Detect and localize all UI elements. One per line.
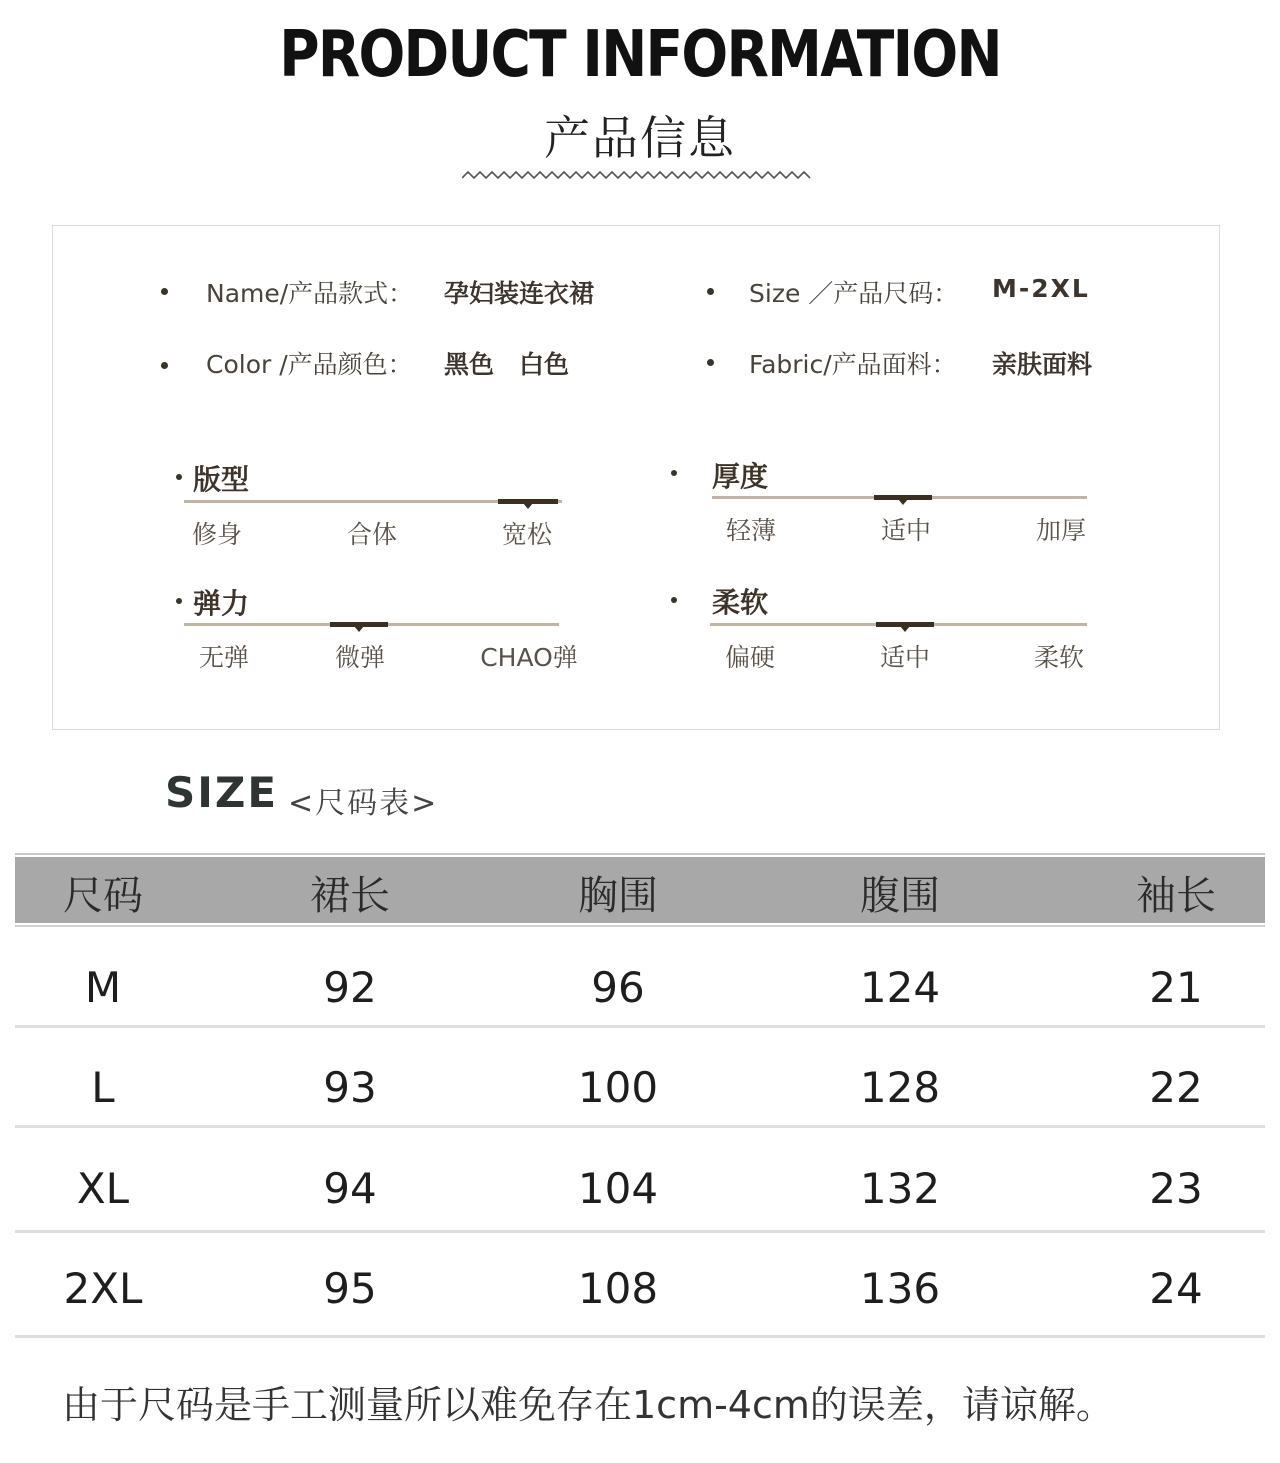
row-divider	[15, 1125, 1265, 1128]
table-cell: 2XL	[63, 1264, 143, 1313]
bullet-icon	[707, 288, 714, 295]
bullet-icon	[161, 288, 168, 295]
page-subtitle: 产品信息	[544, 111, 736, 165]
scale-fit-option: 宽松	[501, 520, 552, 549]
column-header: 裙长	[310, 873, 390, 919]
wave-divider	[462, 168, 812, 182]
scale-fit-option: 合体	[346, 520, 397, 549]
page-title: PRODUCT INFORMATION	[279, 18, 1001, 92]
scale-thickness-indicator	[874, 495, 932, 500]
bullet-icon	[176, 598, 182, 604]
scale-softness-option: 适中	[879, 643, 930, 672]
spec-size-label: Size ／产品尺码：	[749, 279, 959, 308]
scale-elasticity-option: CHAO弹	[480, 643, 578, 672]
table-cell: 104	[577, 1164, 659, 1213]
spec-name-value: 孕妇装连衣裙	[444, 279, 595, 308]
size-subheading: <尺码表>	[288, 786, 439, 821]
scale-thickness-option: 轻薄	[725, 516, 776, 545]
bullet-icon	[671, 597, 677, 603]
scale-elasticity-option: 无弹	[198, 643, 249, 672]
column-header: 尺码	[63, 873, 143, 919]
table-cell: 24	[1149, 1264, 1203, 1313]
table-cell: XL	[76, 1164, 130, 1213]
row-divider	[15, 1025, 1265, 1028]
table-cell: L	[91, 1063, 115, 1112]
table-top-rule	[15, 853, 1265, 855]
scale-fit-title: 版型	[193, 463, 250, 496]
scale-thickness-title: 厚度	[712, 460, 769, 493]
scale-thickness-option: 适中	[880, 516, 931, 545]
spec-size-value: M-2XL	[992, 274, 1090, 303]
column-header: 胸围	[578, 873, 658, 919]
column-header: 腹围	[860, 873, 940, 919]
table-cell: 124	[859, 963, 941, 1012]
size-heading: SIZE	[165, 768, 279, 817]
bullet-icon	[671, 470, 677, 476]
table-cell: 95	[323, 1264, 377, 1313]
table-cell: 21	[1149, 963, 1203, 1012]
table-cell: 23	[1149, 1164, 1203, 1213]
scale-softness-option: 偏硬	[724, 643, 775, 672]
measurement-note: 由于尺码是手工测量所以难免存在1cm-4cm的误差，请谅解。	[62, 1383, 1114, 1427]
table-cell: 108	[577, 1264, 659, 1313]
scale-softness-option: 柔软	[1033, 643, 1084, 672]
table-cell: 92	[323, 963, 377, 1012]
table-cell: 96	[591, 963, 645, 1012]
table-cell: 100	[577, 1063, 659, 1112]
table-cell: 93	[323, 1063, 377, 1112]
row-divider	[15, 1230, 1265, 1233]
scale-softness-indicator	[876, 622, 934, 627]
bullet-icon	[161, 362, 168, 369]
scale-elasticity-option: 微弹	[334, 643, 385, 672]
table-cell: 94	[323, 1164, 377, 1213]
spec-color-label: Color /产品颜色：	[206, 350, 413, 379]
table-cell: 136	[859, 1264, 941, 1313]
row-divider	[15, 1335, 1265, 1338]
scale-thickness-option: 加厚	[1035, 516, 1086, 545]
scale-fit-option: 修身	[191, 520, 242, 549]
table-cell: 128	[859, 1063, 941, 1112]
bullet-icon	[707, 359, 714, 366]
table-cell: M	[84, 963, 122, 1012]
column-header: 袖长	[1136, 873, 1216, 919]
spec-fabric-label: Fabric/产品面料：	[749, 350, 957, 379]
scale-softness-title: 柔软	[712, 586, 769, 619]
spec-name-label: Name/产品款式：	[206, 279, 414, 308]
table-header-rule	[15, 925, 1265, 927]
scale-fit-indicator	[498, 499, 558, 504]
scale-elasticity-indicator	[330, 622, 388, 627]
table-cell: 132	[859, 1164, 941, 1213]
bullet-icon	[176, 474, 182, 480]
spec-color-value: 黑色 白色	[444, 350, 570, 379]
scale-elasticity-title: 弹力	[193, 587, 250, 620]
spec-fabric-value: 亲肤面料	[992, 350, 1093, 379]
table-cell: 22	[1149, 1063, 1203, 1112]
